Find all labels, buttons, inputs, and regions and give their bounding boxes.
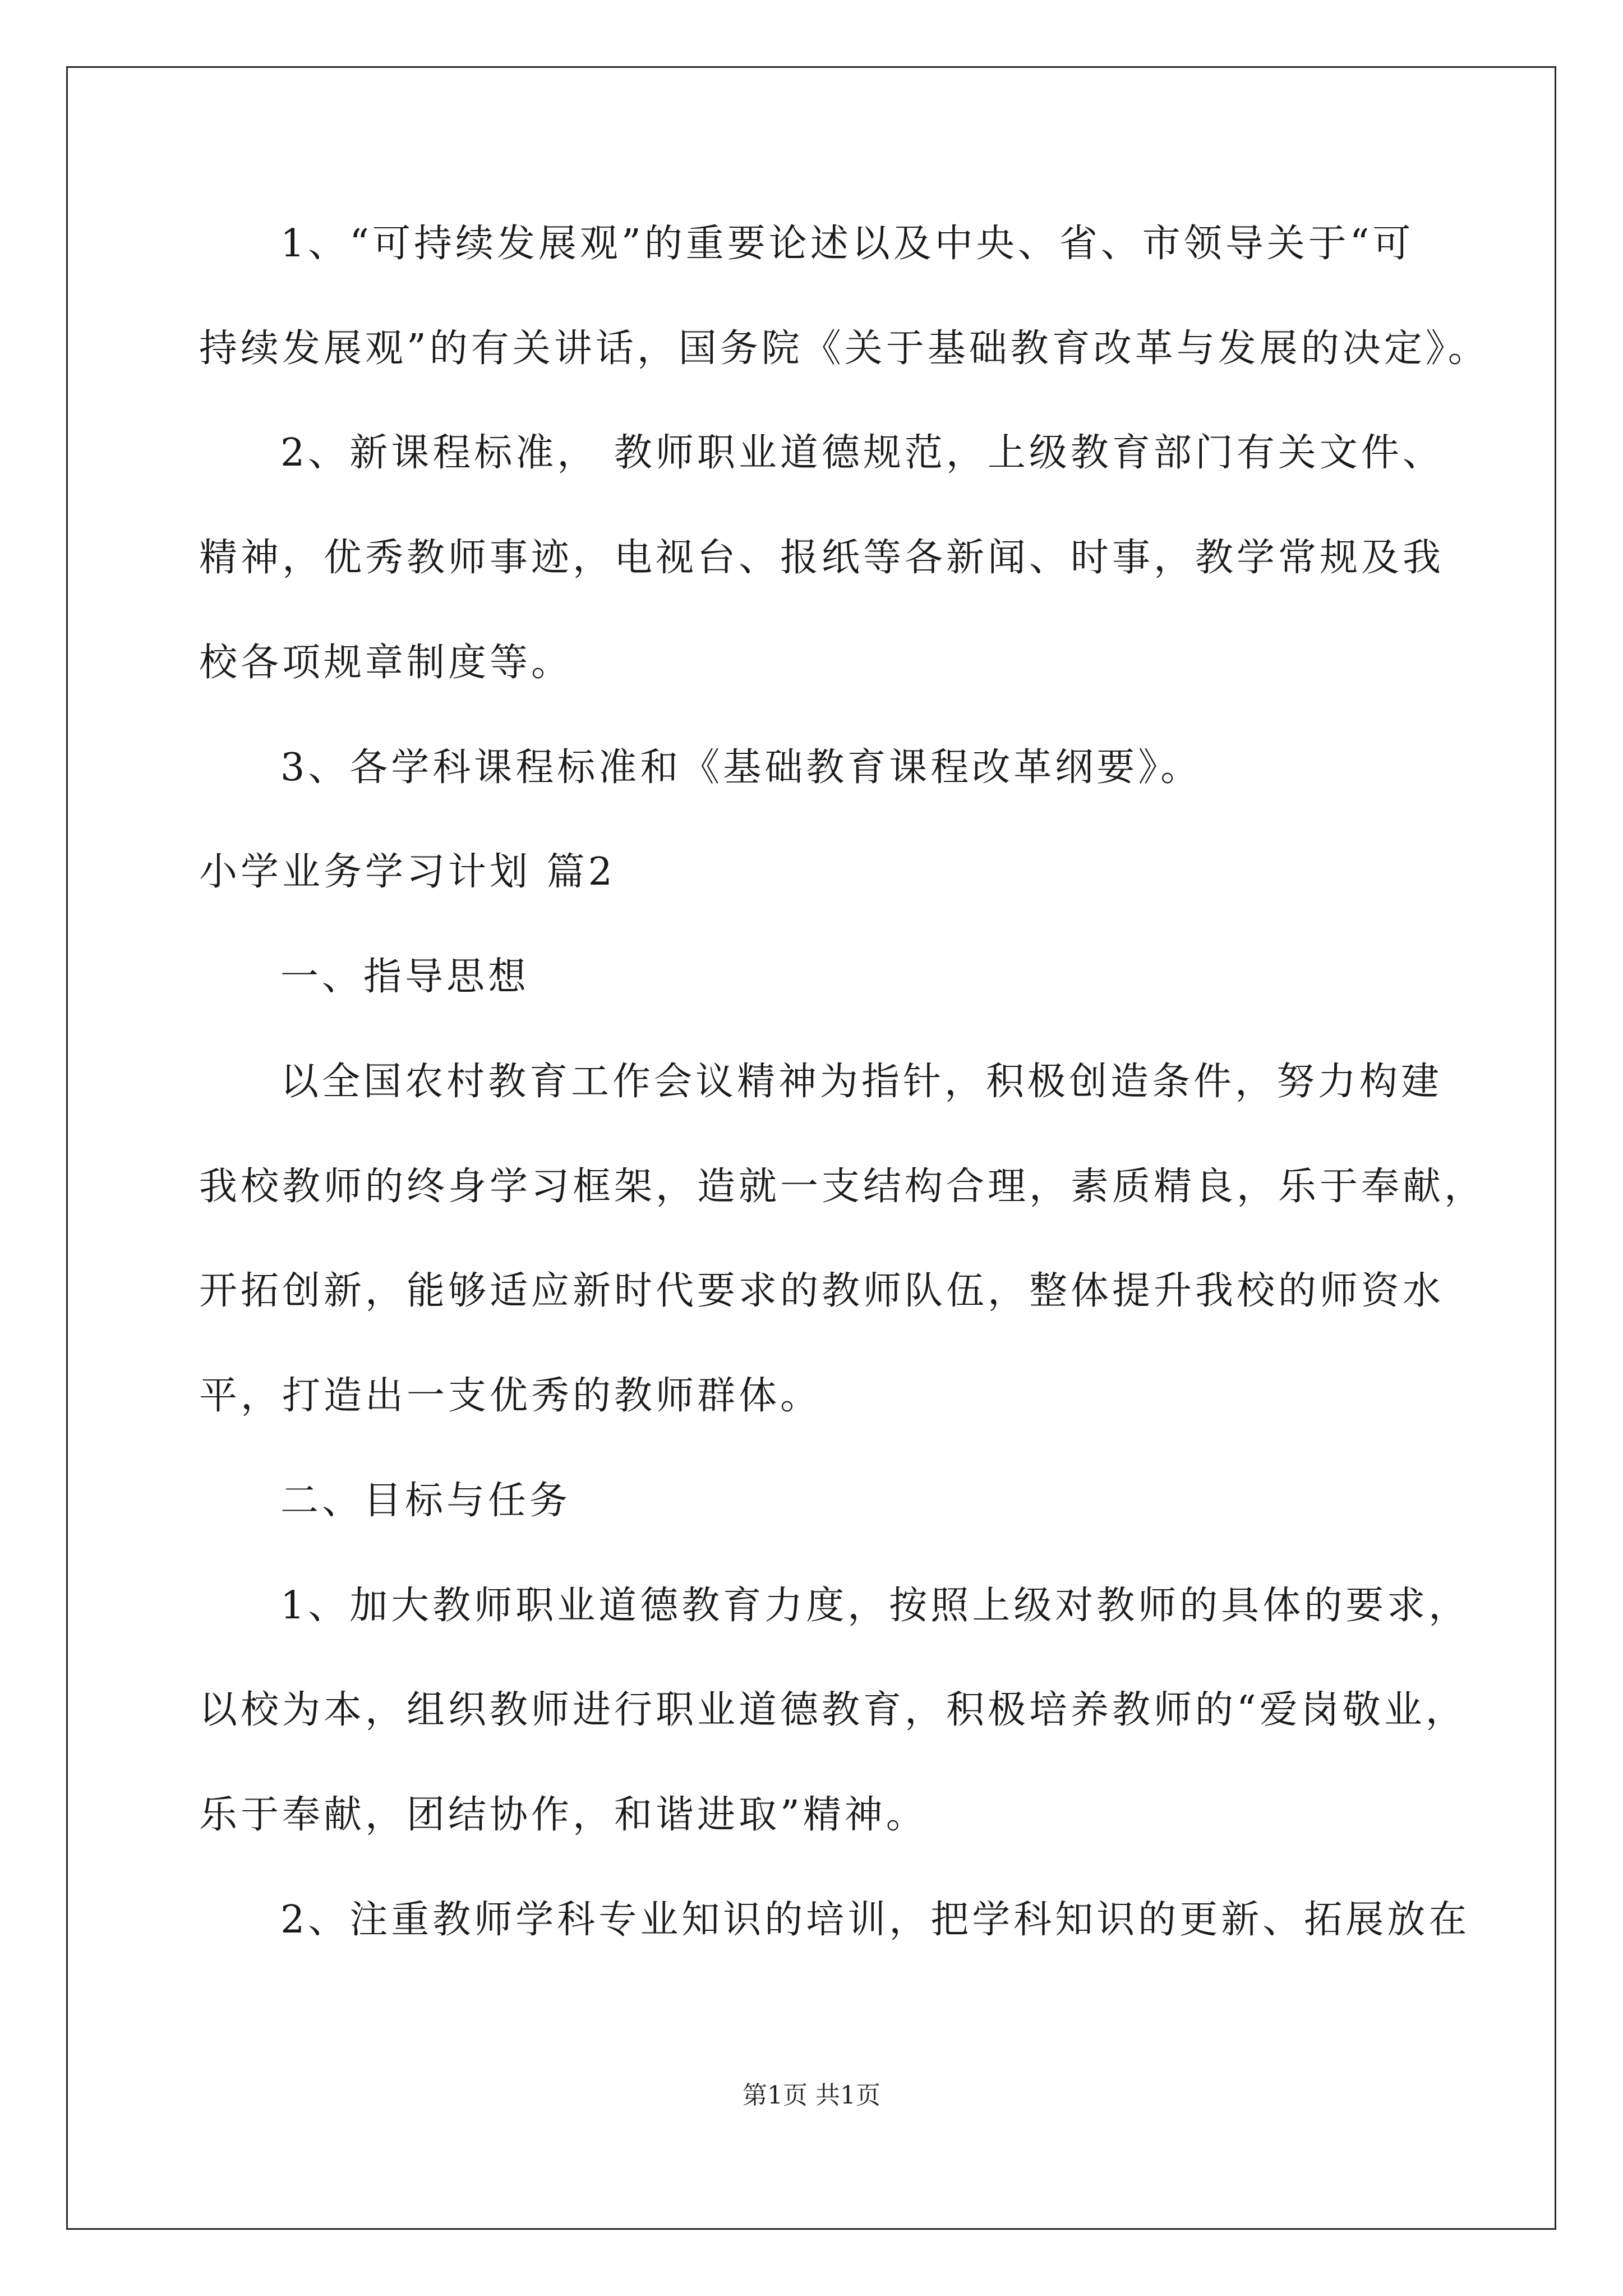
- paragraph-line: 3、各学科课程标准和《基础教育课程改革纲要》。: [280, 746, 1202, 790]
- paragraph-line: 校各项规章制度等。: [199, 641, 573, 685]
- section-heading: 小学业务学习计划 篇2: [199, 850, 616, 894]
- paragraph-line: 持续发展观”的有关讲话，国务院《关于基础教育改革与发展的决定》。: [199, 326, 1490, 371]
- paragraph-line: 平，打造出一支优秀的教师群体。: [199, 1374, 822, 1418]
- page-footer: 第1页 共1页: [743, 2081, 880, 2110]
- paragraph-line: 1、加大教师职业道德教育力度，按照上级对教师的具体的要求，: [280, 1584, 1470, 1628]
- paragraph-line: 2、新课程标准， 教师职业道德规范，上级教育部门有关文件、: [280, 431, 1444, 475]
- paragraph-line: 1、“可持续发展观”的重要论述以及中央、省、市领导关于“可: [280, 222, 1414, 266]
- paragraph-line: 以校为本，组织教师进行职业道德教育，积极培养教师的“爱岗敬业，: [199, 1688, 1467, 1732]
- paragraph-line: 开拓创新，能够适应新时代要求的教师队伍，整体提升我校的师资水: [199, 1269, 1445, 1313]
- subsection-heading: 一、指导思想: [280, 955, 530, 999]
- paragraph-line: 我校教师的终身学习框架，造就一支结构合理，素质精良，乐于奉献，: [199, 1165, 1486, 1209]
- paragraph-line: 以全国农村教育工作会议精神为指针，积极创造条件，努力构建: [280, 1060, 1443, 1104]
- subsection-heading: 二、目标与任务: [280, 1479, 571, 1523]
- paragraph-line: 精神，优秀教师事迹，电视台、报纸等各新闻、时事，教学常规及我: [199, 536, 1445, 580]
- paragraph-line: 2、注重教师学科专业知识的培训，把学科知识的更新、拓展放在: [280, 1898, 1470, 1942]
- paragraph-line: 乐于奉献，团结协作，和谐进取”精神。: [199, 1793, 928, 1837]
